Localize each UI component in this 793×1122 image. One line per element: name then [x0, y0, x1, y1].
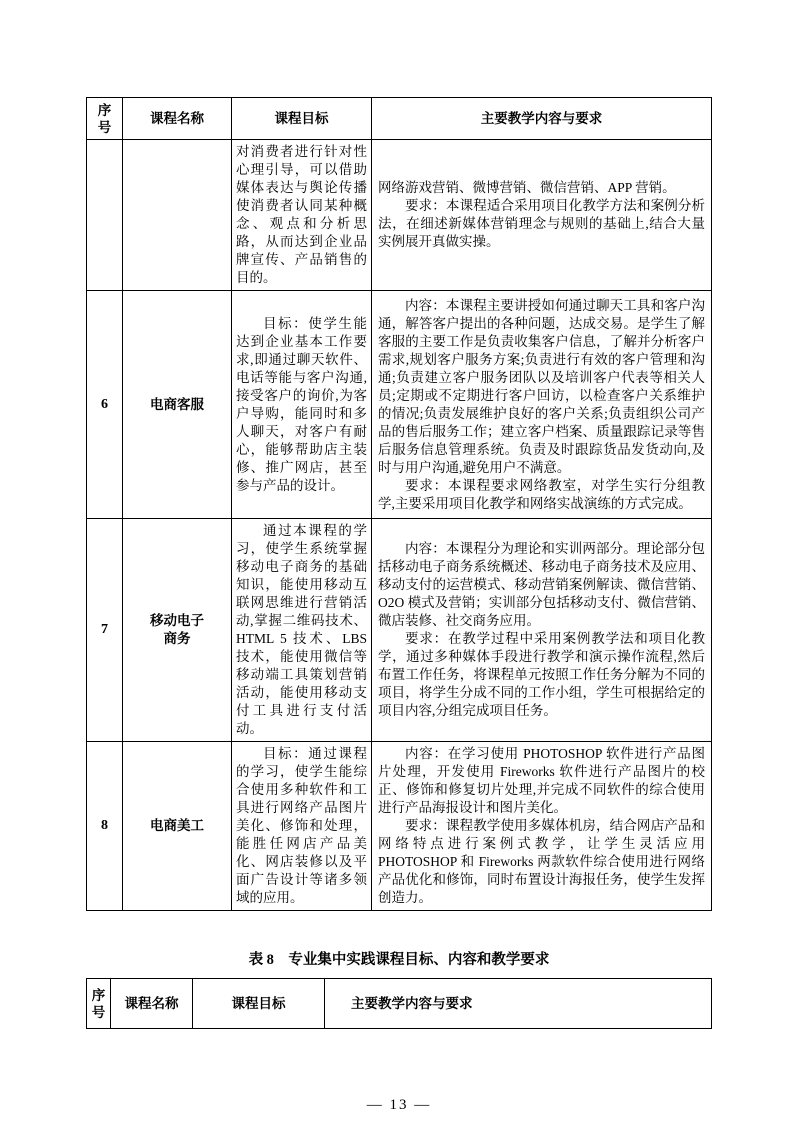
paragraph: 要求：课程教学使用多媒体机房，结合网店产品和网络特点进行案例式教学，让学生灵活应用 PHOTOSHOP 和 Fireworks 两款软件综合使用进行网络产品优化和修饰，同时布置设计海报任务，使学生发挥创造力。 [378, 818, 705, 905]
header-cell-no [87, 98, 123, 140]
paragraph: 要求：在教学过程中采用案例教学法和项目化教学，通过多种媒体手段进行教学和演示操作流程,然后布置工作任务，将课程单元按照工作任务分解为不同的项目，将学生分成不同的工作小组，学生可根据给定的项目内容,分组完成项目任务。 [378, 631, 705, 718]
cell-teaching-content [372, 519, 712, 742]
page-number: — 13 — [366, 1097, 432, 1113]
table-header-row [87, 98, 712, 140]
header-cell-teaching-content [372, 98, 712, 140]
header-course-goal-label: 课程目标 [231, 996, 286, 1011]
table-header-row [87, 979, 712, 1029]
course-table [86, 97, 712, 911]
cell-row-number: 8 [87, 742, 123, 911]
table-row [87, 140, 712, 291]
course-name-label: 移动电子商务 [150, 613, 204, 646]
header-cell-course-name [111, 979, 193, 1029]
cell-course-goal [232, 519, 372, 742]
paragraph: 内容：本课程分为理论和实训两部分。理论部分包括移动电子商务系统概述、移动电子商务技术及应用、移动支付的运营模式、移动营销案例解读、微信营销、O2O 模式及营销；实训部分包括移动支付、微信营销、微店装修、社交商务应用。 [378, 541, 705, 628]
table-row [87, 742, 712, 911]
header-no-label: 序号 [97, 102, 112, 135]
header-no-label: 序号 [91, 987, 106, 1020]
header-cell-course-goal [232, 98, 372, 140]
paragraph: 通过本课程的学习，使学生系统掌握移动电子商务的基础知识，能使用移动互联网思维进行营销活动,掌握二维码技术、HTML 5 技术、LBS 技术，能使用微信等移动端工具策划营销活动，能使用移动支付工具进行支付活动。 [236, 523, 367, 736]
header-course-goal-label: 课程目标 [274, 111, 329, 126]
header-teaching-content-label: 主要教学内容与要求 [480, 111, 603, 126]
cell-course-name [123, 519, 232, 742]
cell-course-goal [232, 291, 372, 519]
cell-course-goal [232, 140, 372, 291]
paragraph: 要求：本课程要求网络教室，对学生实行分组教学,主要采用项目化教学和网络实战演练的方式完成。 [378, 477, 705, 511]
cell-teaching-content [372, 742, 712, 911]
paragraph: 网络游戏营销、微博营销、微信营销、APP 营销。 [378, 180, 676, 195]
cell-course-name [123, 742, 232, 911]
paragraph: 目标：通过课程的学习，使学生能综合使用多种软件和工具进行网络产品图片美化、修饰和处理，能胜任网店产品美化、网店装修以及平面广告设计等诸多领域的应用。 [236, 746, 367, 905]
paragraph: 对消费者进行针对性心理引导，可以借助媒体表达与舆论传播使消费者认同某种概念、观点和分析思路，从而达到企业品牌宣传、产品销售的目的。 [236, 144, 367, 285]
header-course-name-label: 课程名称 [150, 111, 204, 126]
header-teaching-content-label: 主要教学内容与要求 [351, 996, 473, 1011]
cell-row-number: 7 [87, 519, 123, 742]
table-row [87, 519, 712, 742]
cell-course-name [123, 291, 232, 519]
cell-course-goal [232, 742, 372, 911]
practice-course-table [86, 978, 712, 1029]
cell-course-name [123, 140, 232, 291]
header-course-name-label: 课程名称 [124, 996, 179, 1011]
paragraph: 目标：使学生能达到企业基本工作要求,即通过聊天软件、电话等能与客户沟通,接受客户的询价,为客户导购，能同时和多人聊天，对客户有耐心，能够帮助店主装修、推广网店，甚至参与产品的设计。 [236, 315, 367, 493]
course-name-label: 电商客服 [150, 396, 204, 412]
header-cell-no [87, 979, 111, 1029]
course-name-label: 电商美工 [150, 818, 204, 833]
cell-row-number [87, 140, 123, 291]
cell-row-number: 6 [87, 291, 123, 519]
cell-teaching-content [372, 291, 712, 519]
table-row [87, 291, 712, 519]
header-cell-course-goal [193, 979, 325, 1029]
header-cell-teaching-content [325, 979, 712, 1029]
paragraph: 内容：在学习使用 PHOTOSHOP 软件进行产品图片处理，开发使用 Fireworks 软件进行产品图片的校正、修饰和修复切片处理,并完成不同软件的综合使用进行产品海报设计和图片美化。 [378, 746, 705, 815]
paragraph: 要求：本课程适合采用项目化教学方法和案例分析法，在细述新媒体营销理念与规则的基础上,结合大量实例展开真做实操。 [378, 198, 705, 249]
table8-title: 表 8 专业集中实践课程目标、内容和教学要求 [248, 952, 550, 968]
header-cell-course-name [123, 98, 232, 140]
paragraph: 内容：本课程主要讲授如何通过聊天工具和客户沟通，解答客户提出的各种问题，达成交易。是学生了解客服的主要工作是负责收集客户信息，了解并分析客户需求,规划客户服务方案;负责进行有效的客户管理和沟通;负责建立客户服务团队以及培训客户代表等相关人员;定期或不定期进行客户回访，以检查客户关系维护的情况;负责发展维护良好的客户关系;负责组织公司产品的售后服务工作；建立客户档案、质量跟踪记录等售后服务信息管理系统。负责及时跟踪货品发货动向,及时与用户沟通,避免用户不满意。 [378, 297, 705, 475]
cell-teaching-content [372, 140, 712, 291]
